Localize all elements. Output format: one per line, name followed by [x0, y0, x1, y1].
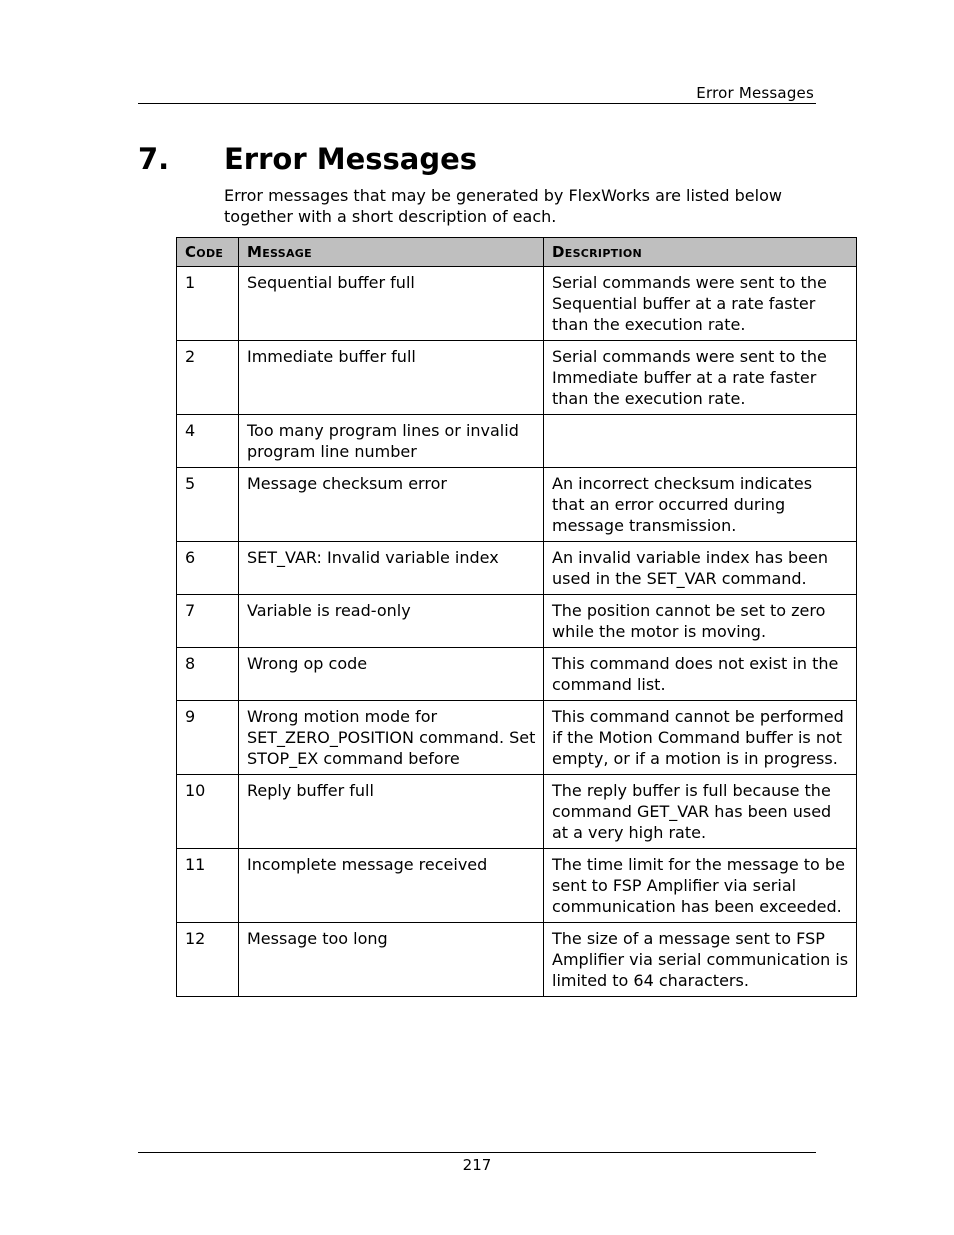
cell-message: Wrong op code: [239, 648, 544, 701]
cell-description: Serial commands were sent to the Immediate buffer at a rate faster than the execution rate.: [544, 341, 857, 415]
table-row: [177, 775, 857, 849]
cell-code: 9: [177, 701, 239, 775]
cell-code: 4: [177, 415, 239, 468]
cell-description: The reply buffer is full because the command GET_VAR has been used at a very high rate.: [544, 775, 857, 849]
cell-description: An incorrect checksum indicates that an error occurred during message transmission.: [544, 468, 857, 542]
footer-divider: [138, 1152, 816, 1153]
running-header: Error Messages: [696, 84, 814, 102]
table-row: [177, 415, 857, 468]
cell-code: 7: [177, 595, 239, 648]
cell-description: Serial commands were sent to the Sequential buffer at a rate faster than the execution rate.: [544, 267, 857, 341]
cell-message: Too many program lines or invalid program line number: [239, 415, 544, 468]
cell-description: This command does not exist in the command list.: [544, 648, 857, 701]
cell-code: 5: [177, 468, 239, 542]
cell-code: 11: [177, 849, 239, 923]
cell-description: [544, 415, 857, 468]
header-divider: [138, 103, 816, 104]
cell-description: This command cannot be performed if the Motion Command buffer is not empty, or if a motion is in progress.: [544, 701, 857, 775]
cell-description: The position cannot be set to zero while the motor is moving.: [544, 595, 857, 648]
column-header-description: Description: [544, 238, 857, 267]
cell-description: The time limit for the message to be sent to FSP Amplifier via serial communication has been exceeded.: [544, 849, 857, 923]
cell-message: Wrong motion mode for SET_ZERO_POSITION command. Set STOP_EX command before: [239, 701, 544, 775]
table-row: [177, 595, 857, 648]
cell-description: An invalid variable index has been used in the SET_VAR command.: [544, 542, 857, 595]
cell-code: 2: [177, 341, 239, 415]
intro-paragraph: Error messages that may be generated by FlexWorks are listed below together with a short description of each.: [224, 186, 782, 226]
cell-code: 10: [177, 775, 239, 849]
table-row: [177, 701, 857, 775]
cell-message: Incomplete message received: [239, 849, 544, 923]
table-row: [177, 341, 857, 415]
table-row: [177, 468, 857, 542]
error-messages-table: [176, 237, 857, 997]
table-header-row: [177, 238, 857, 267]
cell-message: Message checksum error: [239, 468, 544, 542]
table-row: [177, 542, 857, 595]
table-row: [177, 267, 857, 341]
cell-message: Message too long: [239, 923, 544, 997]
page-number: 217: [462, 1156, 492, 1174]
column-header-message: Message: [239, 238, 544, 267]
cell-message: Immediate buffer full: [239, 341, 544, 415]
cell-message: Reply buffer full: [239, 775, 544, 849]
table-row: [177, 648, 857, 701]
cell-message: Variable is read-only: [239, 595, 544, 648]
table-row: [177, 923, 857, 997]
column-header-code: Code: [177, 238, 239, 267]
cell-description: The size of a message sent to FSP Amplifier via serial communication is limited to 64 characters.: [544, 923, 857, 997]
chapter-number: 7.: [138, 142, 170, 176]
table-row: [177, 849, 857, 923]
cell-code: 6: [177, 542, 239, 595]
cell-message: SET_VAR: Invalid variable index: [239, 542, 544, 595]
cell-code: 8: [177, 648, 239, 701]
chapter-heading: [138, 142, 477, 176]
chapter-title: Error Messages: [224, 142, 478, 176]
cell-code: 1: [177, 267, 239, 341]
cell-code: 12: [177, 923, 239, 997]
cell-message: Sequential buffer full: [239, 267, 544, 341]
